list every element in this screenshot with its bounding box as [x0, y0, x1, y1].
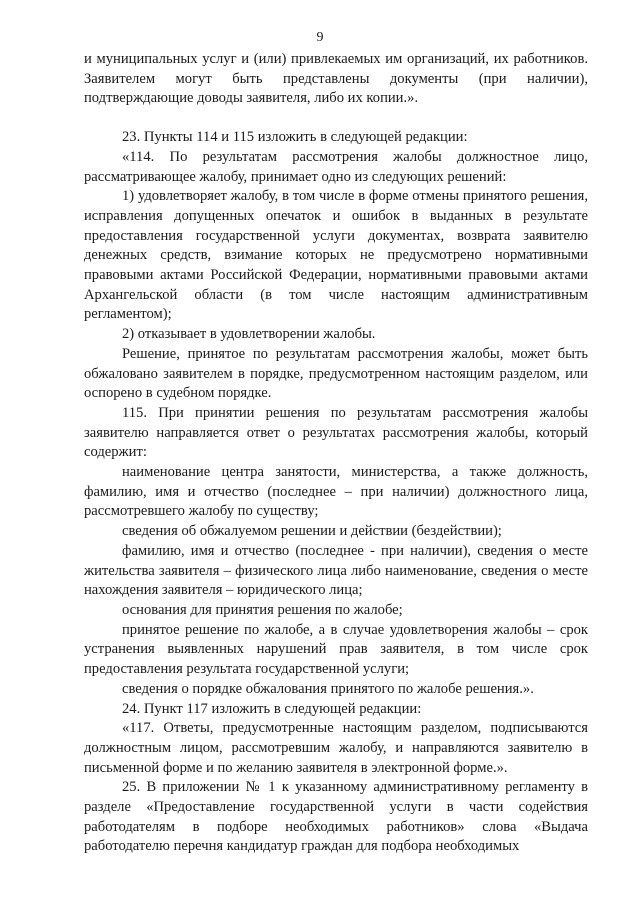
paragraph-decision-1: 1) удовлетворяет жалобу, в том числе в форме отмены принятого решения, исправления допущенных опечаток и ошибок в выданных в результате предоставления государственной услуги документах, возврата заявителю денежных средств, взимание которых не предусмотрено нормативными правовыми актами Российской Федерации, нормативными правовыми актами Архангельской области (в том числе настоящим административным регламентом); — [84, 188, 588, 323]
paragraph-item-25: 25. В приложении № 1 к указанному административному регламенту в разделе «Предоставление государственной услуги в части содействия работодателям в подборе необходимых работников» слова «Выдача работодателю перечня кандидатур граждан для подбора необходимых — [84, 779, 588, 855]
paragraph-appeal: Решение, принятое по результатам рассмотрения жалобы, может быть обжаловано заявителем в порядке, предусмотренном настоящим разделом, или оспорено в судебном порядке. — [84, 345, 588, 402]
page-number: 9 — [316, 30, 324, 45]
paragraph-list-item: сведения об обжалуемом решении и действии (бездействии); — [122, 523, 502, 540]
paragraph-clause-114: «114. По результатам рассмотрения жалобы должностное лицо, рассматривающее жалобу, принимает одно из следующих решений: — [84, 148, 588, 185]
paragraph-gap — [84, 109, 588, 128]
paragraph-list-item: основания для принятия решения по жалобе; — [122, 601, 403, 618]
paragraph-item-24: 24. Пункт 117 изложить в следующей редакции: — [122, 700, 422, 717]
paragraph-list-item: наименование центра занятости, министерства, а также должность, фамилию, имя и отчество (последнее – при наличии) должностного лица, рассмотревшего жалобу по существу; — [84, 464, 588, 520]
paragraph-list-item: сведения о порядке обжалования принятого по жалобе решения.». — [122, 680, 534, 697]
paragraph-clause-117: «117. Ответы, предусмотренные настоящим разделом, подписываются должностным лицом, рассмотревшим жалобу, и направляются заявителю в письменной форме и по желанию заявителя в электронной форме.». — [84, 720, 588, 776]
paragraph-list-item: принятое решение по жалобе, а в случае удовлетворения жалобы – срок устранения выявленных нарушений прав заявителя, в том числе срок предоставления результата государственной услуги; — [84, 621, 588, 678]
paragraph-clause-115: 115. При принятии решения по результатам рассмотрения жалобы заявителю направляется ответ о результатах рассмотрения жалобы, который содержит: — [84, 404, 588, 461]
paragraph-item-23: 23. Пункты 114 и 115 изложить в следующей редакции: — [122, 129, 468, 146]
paragraph-continuation: и муниципальных услуг и (или) привлекаемых им организаций, их работников. Заявителем могут быть представлены документы (при наличии), подтверждающие доводы заявителя, либо их копии.». — [84, 51, 588, 107]
paragraph-list-item: фамилию, имя и отчество (последнее - при наличии), сведения о месте жительства заявителя – физического лица либо наименование, сведения о месте нахождения заявителя – юридического лица; — [84, 542, 588, 599]
document-body — [84, 50, 588, 857]
paragraph-decision-2: 2) отказывает в удовлетворении жалобы. — [122, 326, 376, 343]
